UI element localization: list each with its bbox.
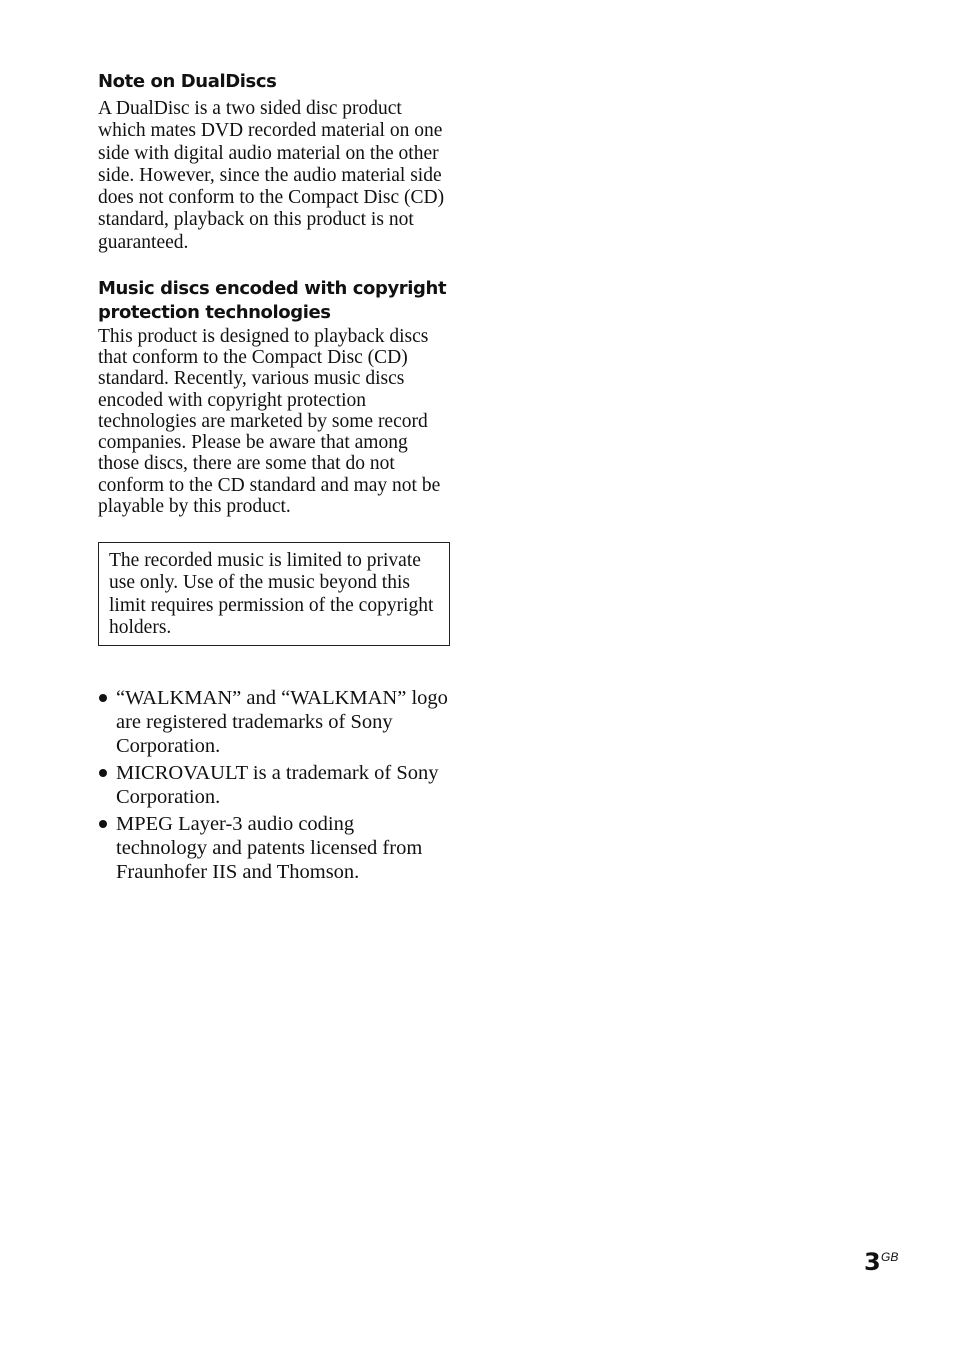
list-item bbox=[98, 761, 450, 809]
list-item bbox=[98, 812, 450, 884]
bullet-icon bbox=[99, 820, 107, 828]
copyright-notice-box bbox=[98, 542, 450, 646]
list-item bbox=[98, 686, 450, 758]
trademark-mpeg: MPEG Layer-3 audio coding technology and patents licensed from Fraunhofer IIS and Thomson. bbox=[116, 812, 423, 883]
bullet-icon bbox=[99, 769, 107, 777]
dualdisc-heading: Note on DualDiscs bbox=[98, 71, 277, 92]
copyright-protection-heading: Music discs encoded with copyright protection technologies bbox=[98, 278, 447, 324]
dualdisc-body: A DualDisc is a two sided disc product which mates DVD recorded material on one side with digital audio material on the other side. However, since the audio material side does not conform to the Compact Disc (CD) standard, playback on this product is not guaranteed. bbox=[98, 98, 445, 253]
trademark-list bbox=[98, 686, 450, 884]
content-column bbox=[98, 70, 450, 887]
copyright-protection-body: This product is designed to playback discs that conform to the Compact Disc (CD) standard. Recently, various music discs encoded with copyright protection technologies are marketed by some record companies. Please be aware that among those discs, there are some that do not conform to the CD standard and may not be playable by this product. bbox=[98, 326, 441, 517]
trademark-microvault: MICROVAULT is a trademark of Sony Corporation. bbox=[116, 761, 439, 808]
page-number: 3 bbox=[864, 1248, 881, 1276]
page-language-code: GB bbox=[881, 1250, 899, 1264]
copyright-notice-text: The recorded music is limited to private use only. Use of the music beyond this limit requires permission of the copyright holders. bbox=[109, 549, 434, 639]
trademark-walkman: “WALKMAN” and “WALKMAN” logo are registered trademarks of Sony Corporation. bbox=[116, 686, 448, 757]
bullet-icon bbox=[99, 694, 107, 702]
